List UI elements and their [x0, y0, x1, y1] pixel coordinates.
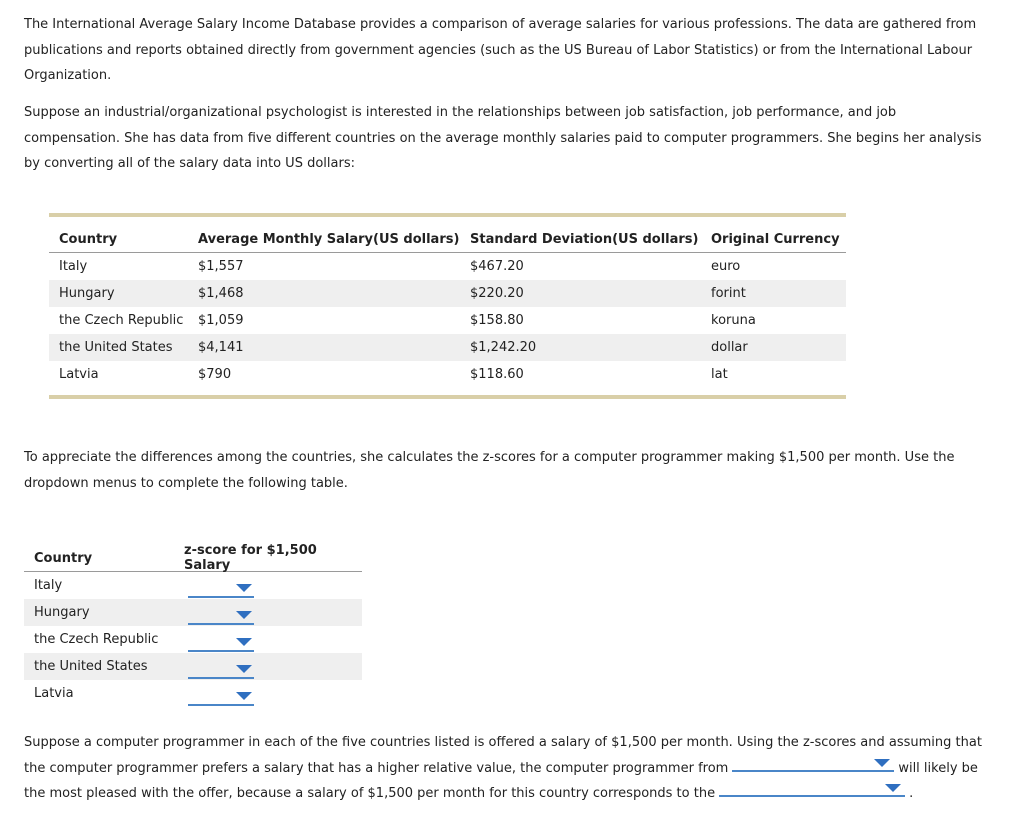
cell-sd: $467.20: [470, 259, 524, 274]
z-score-dropdown-united-states[interactable]: [188, 660, 254, 679]
instruction-paragraph: To appreciate the differences among the countries, she calculates the z-scores for a computer programmer making $1,500 per month. Use the dropdown menus to complete the following table.: [24, 450, 955, 491]
cell-currency: forint: [711, 286, 746, 301]
chevron-down-icon: [236, 584, 252, 592]
cell-country: the Czech Republic: [59, 313, 184, 328]
cell-currency: dollar: [711, 340, 748, 355]
table-row: [49, 361, 846, 388]
conclusion-paragraph: [24, 730, 994, 807]
conclusion-text-part1: Suppose a computer programmer in each of the five countries listed is offered a salary of $1,500 per month. Using the z-scores and assuming that the computer programmer prefers a salary that has a higher relative value, the computer programmer from: [24, 735, 982, 776]
chevron-down-icon: [236, 692, 252, 700]
cell-country: Italy: [34, 578, 63, 593]
header-currency: Original Currency: [711, 231, 840, 247]
conclusion-text-part3: .: [909, 786, 914, 801]
cell-salary: $790: [198, 367, 232, 382]
table-row: [24, 653, 362, 680]
table-row: [24, 599, 362, 626]
cell-country: Hungary: [34, 605, 90, 620]
header-salary: Average Monthly Salary(US dollars): [198, 231, 460, 247]
cell-country: the United States: [34, 659, 148, 674]
z-score-table: [24, 545, 362, 707]
cell-currency: euro: [711, 259, 741, 274]
cell-country: Latvia: [59, 367, 99, 382]
cell-salary: $1,468: [198, 286, 244, 301]
cell-sd: $158.80: [470, 313, 524, 328]
cell-country: the Czech Republic: [34, 632, 159, 647]
intro-paragraph-2: Suppose an industrial/organizational psychologist is interested in the relationships between job satisfaction, job performance, and job compensation. She has data from five different countries on the average monthly salaries paid to computer programmers. She begins her analysis by converting all of the salary data into US dollars:: [24, 105, 982, 171]
chevron-down-icon: [236, 665, 252, 673]
country-dropdown[interactable]: [732, 756, 894, 772]
cell-country: Italy: [59, 259, 88, 274]
header-z-score: z-score for $1,500 Salary: [184, 543, 317, 573]
z-score-dropdown-czech-republic[interactable]: [188, 633, 254, 652]
conclusion-text-part2: will likely be the most pleased with the offer, because a salary of $1,500 per month for this country corresponds to the: [24, 760, 978, 801]
chevron-down-icon: [874, 759, 890, 767]
cell-country: the United States: [59, 340, 173, 355]
header-country: Country: [59, 231, 118, 247]
salary-table: [49, 213, 846, 399]
z-table-header: [24, 545, 362, 572]
table-row: [49, 253, 846, 280]
z-score-dropdown-latvia[interactable]: [188, 687, 254, 706]
table-row: [24, 680, 362, 707]
salary-table-header: [49, 226, 846, 253]
table-row: [49, 280, 846, 307]
header-sd: Standard Deviation(US dollars): [470, 231, 699, 247]
cell-currency: lat: [711, 367, 728, 382]
chevron-down-icon: [885, 784, 901, 792]
cell-sd: $220.20: [470, 286, 524, 301]
table-row: [24, 626, 362, 653]
z-score-reason-dropdown[interactable]: [719, 781, 905, 797]
cell-sd: $118.60: [470, 367, 524, 382]
cell-country: Latvia: [34, 686, 74, 701]
table-row: [49, 307, 846, 334]
header-country: Country: [34, 550, 93, 566]
cell-salary: $1,557: [198, 259, 244, 274]
z-score-dropdown-hungary[interactable]: [188, 606, 254, 625]
chevron-down-icon: [236, 611, 252, 619]
table-row: [49, 334, 846, 361]
cell-salary: $1,059: [198, 313, 244, 328]
z-score-dropdown-italy[interactable]: [188, 579, 254, 598]
table-row: [24, 572, 362, 599]
chevron-down-icon: [236, 638, 252, 646]
cell-salary: $4,141: [198, 340, 244, 355]
cell-sd: $1,242.20: [470, 340, 537, 355]
cell-currency: koruna: [711, 313, 756, 328]
cell-country: Hungary: [59, 286, 115, 301]
intro-paragraph-1: The International Average Salary Income Database provides a comparison of average salaries for various professions. The data are gathered from publications and reports obtained directly from government agencies (such as the US Bureau of Labor Statistics) or from the International Labour Organization.: [24, 17, 977, 83]
